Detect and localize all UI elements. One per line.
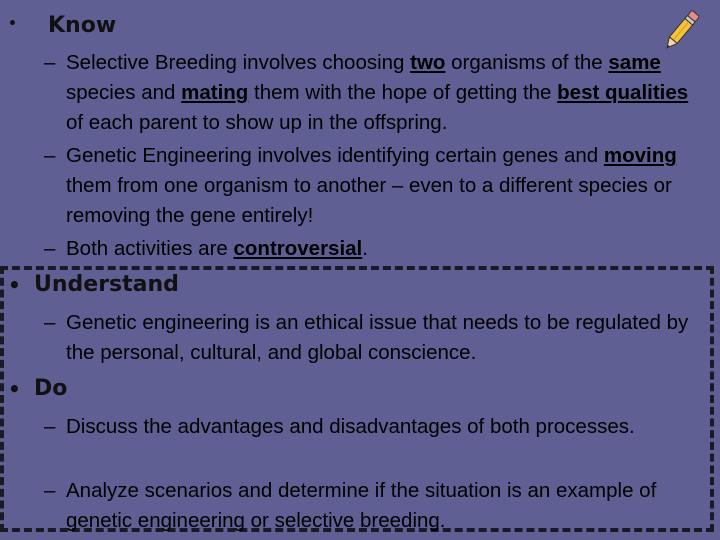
dash-marker: – [44,479,56,502]
know-item-2-text: Genetic Engineering involves identifying certain genes and moving them from one organism to another – even to a different species or removing the gene entirely! [66,144,677,227]
do-bullet: • [8,377,21,401]
dash-marker: – [44,51,56,74]
understand-heading: Understand [34,272,179,297]
know-heading: Know [48,13,117,38]
dash-marker: – [44,311,56,334]
do-item-1 [44,412,704,442]
dash-marker: – [44,415,56,438]
do-item-2 [44,476,704,536]
do-heading: Do [34,376,68,401]
do-item-1-text: Discuss the advantages and disadvantages of both processes. [66,415,635,438]
pencil-icon [658,6,704,56]
know-item-1-text: Selective Breeding involves choosing two organisms of the same species and mating them with the hope of getting the best qualities of each parent to show up in the offspring. [66,51,689,134]
know-item-1 [44,48,704,138]
do-item-2-text: Analyze scenarios and determine if the situation is an example of genetic engineering or selective breeding. [66,479,657,532]
understand-item-1 [44,308,704,368]
dash-marker: – [44,237,56,260]
dash-marker: – [44,144,56,167]
understand-bullet: • [8,273,21,297]
know-bullet: • [8,16,17,32]
understand-item-1-text: Genetic engineering is an ethical issue that needs to be regulated by the personal, cultural, and global conscience. [66,311,689,364]
know-item-2 [44,141,704,231]
know-item-3 [44,234,704,264]
know-item-3-text: Both activities are controversial. [66,237,368,260]
